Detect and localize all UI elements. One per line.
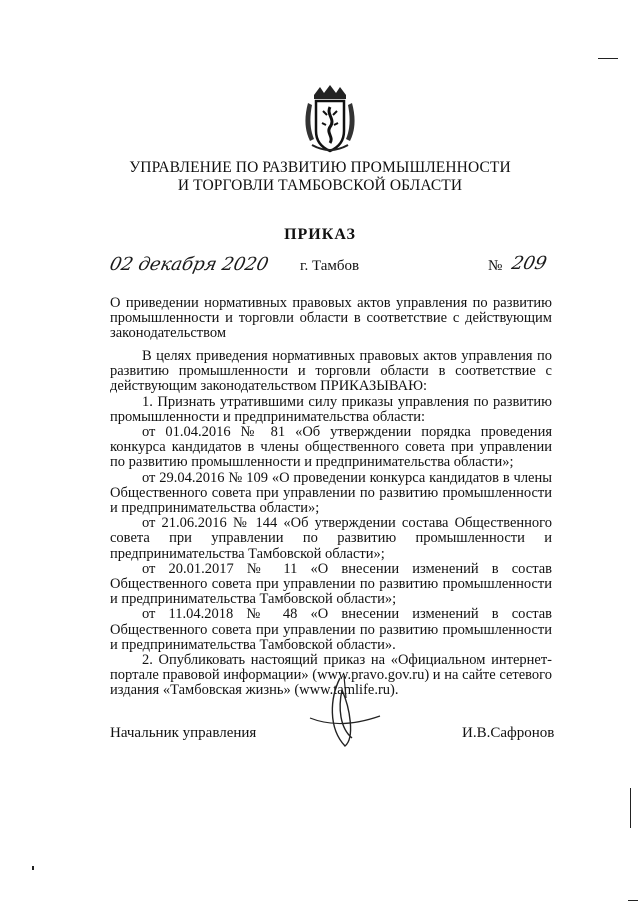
intro-paragraph: В целях приведения нормативных правовых актов управления по развитию промышленности и торговли области в соответствие с действующим законодательством ПРИКАЗЫВАЮ: (110, 348, 552, 395)
list-item: от 01.04.2016 № 81 «Об утверждении порядка проведения конкурса кандидатов в члены общественного совета при управлении по развитию промышленности и предпринимательства области»; (110, 424, 552, 471)
order-body (110, 349, 552, 699)
scan-artifact (628, 900, 638, 901)
document-type-title: ПРИКАЗ (284, 226, 356, 243)
handwritten-signature (300, 668, 390, 758)
list-item: от 29.04.2016 № 109 «О проведении конкурса кандидатов в члены Общественного совета при управлении по развитию промышленности и предпринимательства области»; (110, 469, 552, 517)
agency-name-line1: УПРАВЛЕНИЕ ПО РАЗВИТИЮ ПРОМЫШЛЕННОСТИ (129, 159, 511, 176)
list-item: от 11.04.2018 № 48 «О внесении изменений в состав Общественного совета при управлении по развитию промышленности и предпринимательства Тамбовской области». (110, 606, 552, 653)
list-item: от 20.01.2017 № 11 «О внесении изменений в состав Общественного совета при управлении по развитию промышленности и предпринимательства Тамбовской области»; (110, 560, 552, 608)
scan-artifact (598, 58, 618, 59)
city-label: г. Тамбов (300, 258, 360, 274)
coat-of-arms-icon (300, 85, 360, 155)
handwritten-number: 209 (509, 253, 549, 274)
scan-artifact (32, 866, 34, 870)
signatory-position: Начальник управления (110, 725, 257, 741)
agency-name-line2: И ТОРГОВЛИ ТАМБОВСКОЙ ОБЛАСТИ (177, 177, 463, 194)
number-label: № (488, 258, 503, 274)
list-item: от 21.06.2016 № 144 «Об утверждении состава Общественного совета при управлении по развитию промышленности и предпринимательства Тамбовской области»; (110, 515, 552, 562)
item-2-paragraph: 2. Опубликовать настоящий приказ на «Официальном интернет-портале правовой информации» (www.pravo.gov.ru) и на сайте сетевого издания «Тамбовская жизнь» (www.tamlife.ru). (110, 652, 552, 699)
order-subject: О приведении нормативных правовых актов управления по развитию промышленности и торговли области в соответствие с действующим законодательством (110, 295, 552, 341)
scan-artifact (630, 788, 631, 828)
handwritten-date: 02 декабря 2020 (107, 254, 271, 275)
item-1-paragraph: 1. Признать утратившими силу приказы управления по развитию промышленности и предпринимательства области: (110, 393, 552, 425)
signatory-name: И.В.Сафронов (462, 725, 555, 741)
